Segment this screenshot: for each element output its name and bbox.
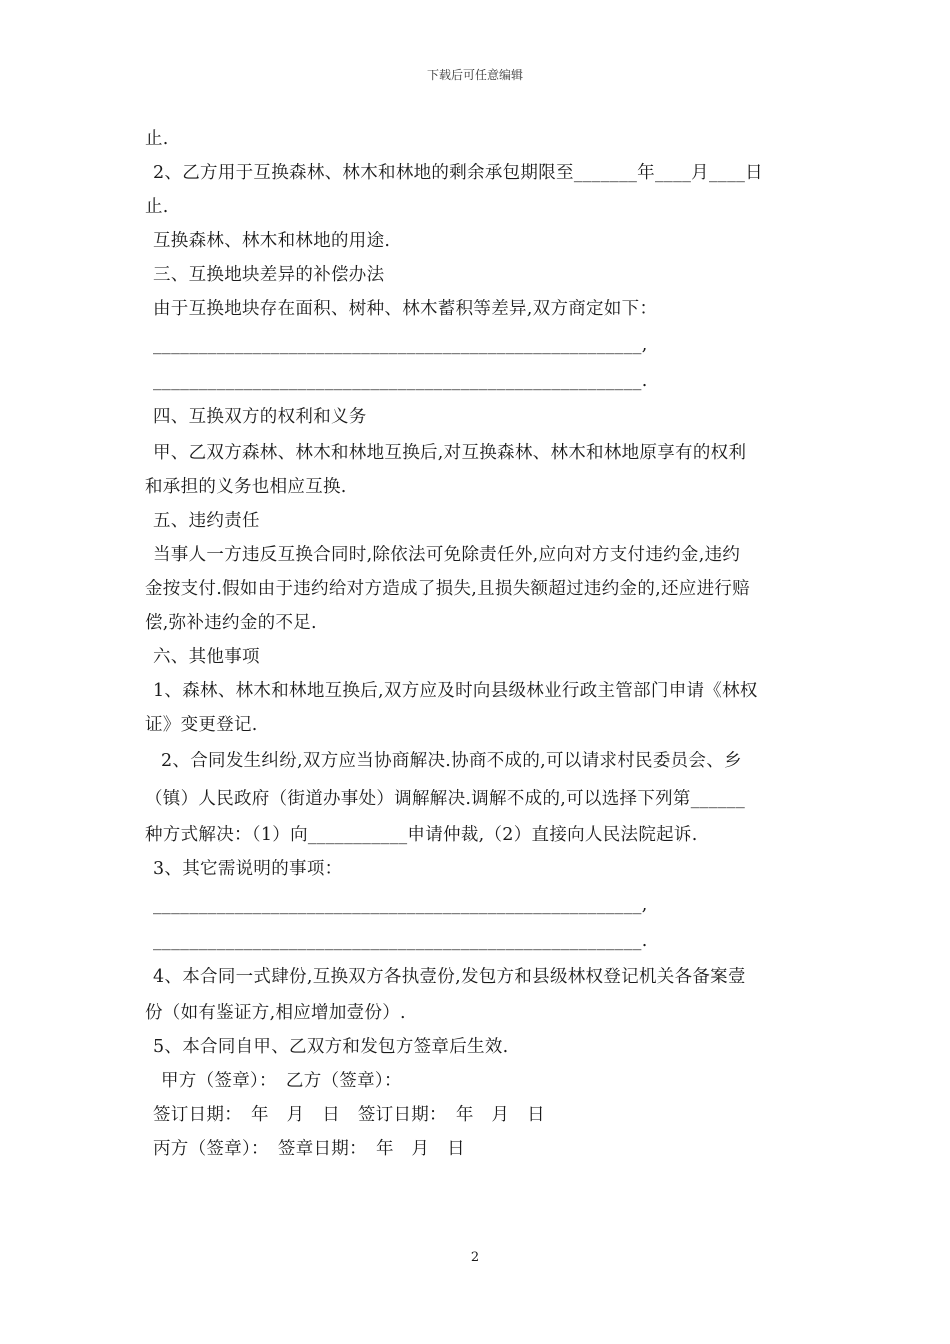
text-line: 2、乙方用于互换森林、林木和林地的剩余承包期限至_______年____月____日 (153, 163, 763, 183)
text-line: 和承担的义务也相应互换. (145, 477, 347, 497)
text-line: 由于互换地块存在面积、树种、林木蓄积等差异,双方商定如下： (153, 299, 658, 319)
page-number: 2 (470, 1250, 480, 1265)
text-line: 互换森林、林木和林地的用途. (153, 231, 391, 251)
text-line: 4、本合同一式肆份,互换双方各执壹份,发包方和县级林权登记机关各备案壹 (153, 967, 746, 987)
blank-line: ______________________________________________________. (153, 931, 648, 951)
blank-line: ______________________________________________________, (153, 895, 648, 915)
blank-line: ______________________________________________________, (153, 335, 648, 355)
text-line: 金按支付.假如由于违约给对方造成了损失,且损失额超过违约金的,还应进行赔 (145, 579, 750, 599)
text-line: 1、森林、林木和林地互换后,双方应及时向县级林业行政主管部门申请《林权 (153, 681, 758, 701)
blank-line: ______________________________________________________. (153, 371, 648, 391)
document-body (145, 122, 805, 1166)
page-header: 下载后可任意编辑 (426, 68, 523, 82)
text-line: 2、合同发生纠纷,双方应当协商解决.协商不成的,可以请求村民委员会、乡 (161, 751, 742, 771)
text-line: 甲、乙双方森林、林木和林地互换后,对互换森林、林木和林地原享有的权利 (153, 443, 747, 463)
section-heading: 六、其他事项 (153, 647, 260, 667)
text-line: 5、本合同自甲、乙双方和发包方签章后生效. (153, 1037, 509, 1057)
text-line: 当事人一方违反互换合同时,除依法可免除责任外,应向对方支付违约金,违约 (153, 545, 741, 565)
section-heading: 四、互换双方的权利和义务 (153, 407, 367, 427)
text-line: 止. (145, 197, 169, 217)
signature-line: 甲方（签章）： 乙方（签章）： (161, 1071, 402, 1091)
text-line: 止. (145, 129, 169, 149)
text-line: （镇）人民政府（街道办事处）调解解决.调解不成的,可以选择下列第______ (145, 789, 746, 809)
signature-line: 丙方（签章）： 签章日期： 年 月 日 (153, 1139, 465, 1159)
text-line: 份（如有鉴证方,相应增加壹份）. (145, 1003, 406, 1023)
text-line: 偿,弥补违约金的不足. (145, 613, 317, 633)
signature-date-line: 签订日期： 年 月 日 签订日期： 年 月 日 (153, 1105, 545, 1125)
text-line: 3、其它需说明的事项： (153, 859, 343, 879)
section-heading: 三、互换地块差异的补偿办法 (153, 265, 385, 285)
section-heading: 五、违约责任 (153, 511, 260, 531)
text-line: 证》变更登记. (145, 715, 258, 735)
text-line: 种方式解决：（1）向___________申请仲裁,（2）直接向人民法院起诉. (145, 825, 698, 845)
